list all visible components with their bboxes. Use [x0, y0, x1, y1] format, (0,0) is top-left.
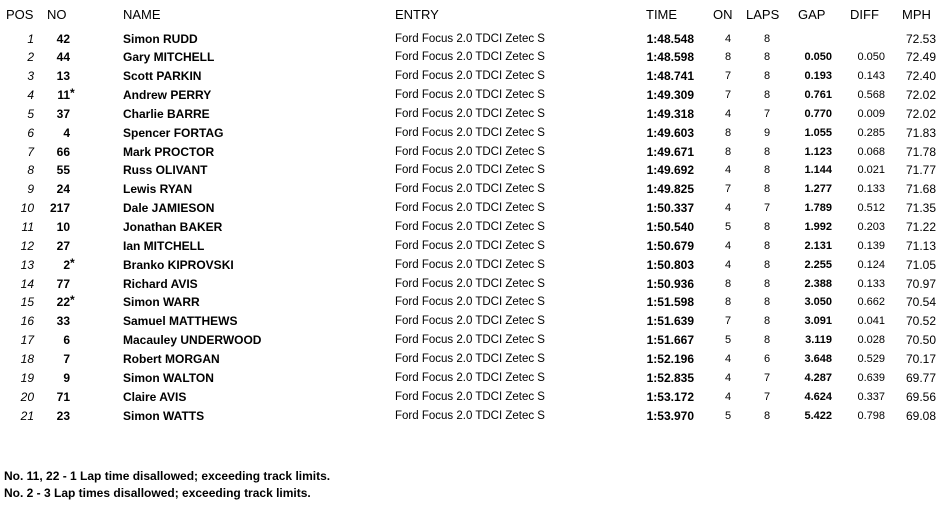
cell-entry: Ford Focus 2.0 TDCI Zetec S — [395, 51, 545, 64]
cell-laps: 8 — [763, 277, 771, 290]
cell-name: Claire AVIS — [123, 389, 187, 404]
cell-mph: 72.49 — [905, 50, 936, 65]
cell-mph: 71.77 — [905, 163, 936, 178]
cell-name: Simon WALTON — [123, 370, 214, 385]
cell-on: 7 — [724, 315, 732, 328]
cell-diff: 0.337 — [857, 390, 885, 403]
cell-mph: 71.13 — [905, 238, 936, 253]
cell-gap: 4.287 — [804, 371, 832, 384]
cell-entry: Ford Focus 2.0 TDCI Zetec S — [395, 390, 545, 403]
cell-time: 1:48.741 — [646, 69, 694, 84]
cell-mph: 69.56 — [905, 389, 936, 404]
cell-star: * — [70, 86, 75, 101]
cell-entry: Ford Focus 2.0 TDCI Zetec S — [395, 371, 545, 384]
header-no: NO — [47, 7, 67, 22]
cell-diff: 0.068 — [857, 145, 885, 158]
cell-name: Simon WARR — [123, 295, 200, 310]
cell-pos: 6 — [27, 125, 34, 140]
cell-time: 1:49.318 — [646, 106, 694, 121]
cell-diff: 0.133 — [857, 277, 885, 290]
cell-pos: 20 — [20, 389, 34, 404]
cell-entry: Ford Focus 2.0 TDCI Zetec S — [395, 221, 545, 233]
cell-time: 1:53.172 — [646, 389, 694, 404]
cell-time: 1:49.603 — [646, 125, 694, 140]
table-row — [0, 256, 942, 275]
cell-no: 23 — [56, 408, 70, 423]
cell-name: Robert MORGAN — [123, 351, 220, 366]
cell-diff: 0.798 — [857, 409, 885, 422]
cell-no: 27 — [56, 238, 70, 253]
cell-diff: 0.203 — [857, 221, 885, 233]
cell-time: 1:50.803 — [646, 257, 694, 272]
cell-laps: 8 — [763, 221, 771, 233]
cell-name: Ian MITCHELL — [123, 238, 205, 253]
cell-no: 33 — [56, 314, 70, 329]
cell-pos: 15 — [20, 295, 34, 310]
cell-name: Scott PARKIN — [123, 69, 202, 84]
cell-gap: 3.091 — [804, 315, 832, 328]
cell-gap: 3.119 — [805, 334, 832, 347]
cell-diff: 0.662 — [857, 296, 885, 309]
cell-time: 1:49.825 — [646, 182, 694, 197]
cell-laps: 7 — [763, 107, 771, 120]
cell-name: Mark PROCTOR — [123, 144, 215, 159]
cell-mph: 72.02 — [905, 88, 936, 103]
cell-no: 24 — [56, 182, 70, 197]
cell-time: 1:50.936 — [646, 276, 694, 291]
cell-entry: Ford Focus 2.0 TDCI Zetec S — [395, 70, 545, 83]
cell-no: 13 — [56, 69, 70, 84]
cell-pos: 14 — [20, 276, 34, 291]
cell-name: Charlie BARRE — [123, 106, 210, 121]
table-row — [0, 350, 942, 369]
cell-gap: 1.277 — [804, 183, 832, 196]
cell-time: 1:51.639 — [646, 314, 694, 329]
cell-on: 4 — [724, 107, 732, 120]
cell-on: 4 — [724, 239, 732, 252]
cell-mph: 71.68 — [905, 182, 936, 197]
cell-laps: 8 — [763, 239, 771, 252]
cell-no: 7 — [63, 351, 70, 366]
cell-pos: 9 — [27, 182, 34, 197]
cell-gap: 4.624 — [804, 390, 832, 403]
cell-pos: 8 — [27, 163, 34, 178]
cell-on: 4 — [724, 390, 732, 403]
header-name: NAME — [123, 7, 161, 22]
cell-no: 66 — [56, 144, 70, 159]
cell-mph: 69.08 — [905, 408, 936, 423]
header-time: TIME — [646, 7, 678, 22]
cell-gap: 3.050 — [804, 296, 832, 309]
cell-diff: 0.512 — [857, 202, 885, 215]
cell-on: 8 — [724, 126, 732, 139]
cell-pos: 11 — [21, 220, 34, 234]
table-row — [0, 407, 942, 426]
cell-name: Dale JAMIESON — [123, 201, 215, 216]
cell-gap: 0.050 — [804, 51, 832, 64]
cell-no: 11 — [57, 88, 70, 103]
cell-gap: 1.992 — [804, 221, 832, 233]
cell-on: 4 — [724, 202, 732, 215]
table-row — [0, 86, 942, 105]
cell-diff: 0.529 — [857, 352, 885, 365]
cell-diff: 0.285 — [857, 126, 885, 139]
cell-entry: Ford Focus 2.0 TDCI Zetec S — [395, 315, 545, 328]
cell-entry: Ford Focus 2.0 TDCI Zetec S — [395, 164, 545, 177]
cell-entry: Ford Focus 2.0 TDCI Zetec S — [395, 89, 545, 102]
header-on: ON — [713, 7, 733, 22]
cell-on: 8 — [724, 51, 732, 64]
cell-entry: Ford Focus 2.0 TDCI Zetec S — [395, 145, 545, 158]
cell-on: 4 — [724, 352, 732, 365]
cell-laps: 7 — [763, 371, 771, 384]
cell-pos: 3 — [27, 69, 34, 84]
cell-no: 55 — [56, 163, 70, 178]
cell-laps: 8 — [763, 89, 771, 102]
cell-gap: 0.761 — [804, 89, 832, 102]
cell-entry: Ford Focus 2.0 TDCI Zetec S — [395, 202, 545, 215]
cell-pos: 17 — [20, 333, 34, 348]
cell-mph: 72.40 — [905, 69, 936, 84]
table-row — [0, 275, 942, 294]
cell-entry: Ford Focus 2.0 TDCI Zetec S — [395, 239, 545, 252]
table-row — [0, 331, 942, 350]
cell-laps: 8 — [763, 334, 771, 347]
cell-on: 7 — [724, 183, 732, 196]
cell-no: 77 — [56, 276, 70, 291]
header-entry: ENTRY — [395, 7, 439, 22]
table-row — [0, 369, 942, 388]
cell-laps: 7 — [763, 390, 771, 403]
cell-mph: 72.53 — [905, 31, 936, 46]
cell-laps: 9 — [763, 126, 771, 139]
cell-entry: Ford Focus 2.0 TDCI Zetec S — [395, 183, 545, 196]
cell-entry: Ford Focus 2.0 TDCI Zetec S — [395, 32, 545, 45]
cell-on: 7 — [724, 89, 732, 102]
cell-entry: Ford Focus 2.0 TDCI Zetec S — [395, 409, 545, 422]
cell-laps: 8 — [763, 164, 771, 177]
cell-name: Simon WATTS — [123, 408, 205, 423]
cell-no: 22 — [56, 295, 70, 310]
cell-time: 1:51.667 — [646, 333, 694, 348]
table-row — [0, 105, 942, 124]
cell-star: * — [70, 293, 75, 308]
cell-laps: 8 — [763, 145, 771, 158]
cell-laps: 8 — [763, 409, 771, 422]
cell-time: 1:48.598 — [646, 50, 694, 65]
cell-diff: 0.139 — [857, 239, 885, 252]
cell-pos: 2 — [27, 50, 34, 65]
cell-no: 42 — [56, 31, 70, 46]
table-row — [0, 30, 942, 49]
table-row — [0, 312, 942, 331]
cell-mph: 70.52 — [905, 314, 936, 329]
table-row — [0, 161, 942, 180]
cell-gap: 0.770 — [804, 107, 832, 120]
cell-mph: 70.54 — [905, 295, 936, 310]
cell-name: Lewis RYAN — [123, 182, 193, 197]
cell-diff: 0.639 — [857, 371, 885, 384]
cell-name: Andrew PERRY — [123, 88, 212, 103]
cell-gap: 2.388 — [804, 277, 832, 290]
cell-gap: 2.131 — [804, 239, 832, 252]
cell-time: 1:51.598 — [646, 295, 694, 310]
table-row — [0, 143, 942, 162]
cell-on: 5 — [724, 409, 732, 422]
cell-no: 2 — [63, 257, 70, 272]
cell-laps: 8 — [763, 258, 771, 271]
cell-entry: Ford Focus 2.0 TDCI Zetec S — [395, 352, 545, 365]
cell-time: 1:49.309 — [646, 88, 694, 103]
cell-mph: 70.97 — [905, 276, 936, 291]
cell-diff: 0.143 — [857, 70, 885, 83]
cell-diff: 0.009 — [857, 107, 885, 120]
cell-mph: 71.35 — [905, 201, 936, 216]
cell-laps: 8 — [763, 183, 771, 196]
cell-time: 1:50.337 — [646, 201, 694, 216]
cell-mph: 71.05 — [905, 257, 936, 272]
cell-gap: 0.193 — [804, 70, 832, 83]
header-pos: POS — [6, 7, 34, 22]
cell-name: Richard AVIS — [123, 276, 198, 291]
cell-mph: 69.77 — [905, 370, 936, 385]
cell-time: 1:53.970 — [646, 408, 694, 423]
cell-diff: 0.041 — [857, 315, 885, 328]
cell-laps: 8 — [763, 51, 771, 64]
cell-entry: Ford Focus 2.0 TDCI Zetec S — [395, 296, 545, 309]
cell-diff: 0.050 — [857, 51, 885, 64]
cell-on: 4 — [724, 371, 732, 384]
table-row — [0, 293, 942, 312]
cell-time: 1:52.835 — [646, 370, 694, 385]
cell-mph: 71.78 — [905, 144, 936, 159]
cell-pos: 5 — [27, 106, 34, 121]
cell-name: Spencer FORTAG — [123, 125, 224, 140]
table-row — [0, 388, 942, 407]
cell-diff: 0.021 — [857, 164, 885, 177]
cell-on: 4 — [724, 164, 732, 177]
cell-pos: 19 — [20, 370, 34, 385]
cell-pos: 16 — [20, 314, 34, 329]
cell-diff: 0.568 — [857, 89, 885, 102]
cell-gap: 3.648 — [804, 352, 832, 365]
cell-on: 8 — [724, 277, 732, 290]
cell-diff: 0.133 — [857, 183, 885, 196]
cell-time: 1:50.540 — [646, 220, 694, 234]
cell-entry: Ford Focus 2.0 TDCI Zetec S — [395, 277, 545, 290]
cell-gap: 2.255 — [804, 258, 832, 271]
cell-mph: 71.83 — [905, 125, 936, 140]
cell-name: Macauley UNDERWOOD — [123, 333, 262, 348]
cell-no: 4 — [63, 125, 70, 140]
table-row — [0, 218, 942, 237]
cell-name: Samuel MATTHEWS — [123, 314, 238, 329]
table-row — [0, 124, 942, 143]
cell-pos: 10 — [20, 201, 34, 216]
cell-gap: 1.144 — [804, 164, 832, 177]
header-gap: GAP — [798, 7, 826, 22]
cell-star: * — [70, 255, 75, 270]
cell-pos: 21 — [20, 408, 34, 423]
table-row — [0, 199, 942, 218]
cell-time: 1:49.692 — [646, 163, 694, 178]
cell-pos: 18 — [20, 351, 34, 366]
cell-laps: 8 — [763, 70, 771, 83]
cell-mph: 72.02 — [905, 106, 936, 121]
cell-gap: 1.123 — [804, 145, 832, 158]
cell-laps: 6 — [763, 352, 771, 365]
cell-on: 8 — [724, 296, 732, 309]
cell-on: 8 — [724, 145, 732, 158]
cell-diff: 0.028 — [857, 334, 885, 347]
footnote-1: No. 11, 22 - 1 Lap time disallowed; exceeding track limits. — [4, 469, 331, 483]
cell-gap: 1.055 — [804, 126, 832, 139]
cell-mph: 71.22 — [905, 220, 936, 234]
cell-name: Russ OLIVANT — [123, 163, 208, 178]
cell-pos: 4 — [27, 88, 34, 103]
cell-no: 44 — [56, 50, 70, 65]
cell-no: 9 — [63, 370, 70, 385]
cell-gap: 1.789 — [804, 202, 832, 215]
table-row — [0, 48, 942, 67]
cell-no: 10 — [56, 220, 70, 234]
cell-pos: 7 — [27, 144, 34, 159]
cell-entry: Ford Focus 2.0 TDCI Zetec S — [395, 258, 545, 271]
cell-entry: Ford Focus 2.0 TDCI Zetec S — [395, 126, 545, 139]
cell-pos: 12 — [20, 238, 34, 253]
cell-pos: 1 — [27, 31, 34, 46]
cell-entry: Ford Focus 2.0 TDCI Zetec S — [395, 334, 545, 347]
cell-mph: 70.17 — [905, 351, 936, 366]
cell-name: Branko KIPROVSKI — [123, 257, 234, 272]
cell-on: 5 — [724, 334, 732, 347]
cell-on: 7 — [724, 70, 732, 83]
cell-on: 4 — [724, 32, 732, 45]
cell-diff: 0.124 — [857, 258, 885, 271]
table-row — [0, 180, 942, 199]
cell-name: Jonathan BAKER — [123, 220, 223, 234]
cell-laps: 8 — [763, 296, 771, 309]
header-diff: DIFF — [850, 7, 879, 22]
cell-time: 1:50.679 — [646, 238, 694, 253]
cell-laps: 8 — [763, 32, 771, 45]
cell-entry: Ford Focus 2.0 TDCI Zetec S — [395, 107, 545, 120]
cell-no: 6 — [63, 333, 70, 348]
cell-on: 5 — [724, 221, 732, 233]
cell-time: 1:52.196 — [646, 351, 694, 366]
cell-mph: 70.50 — [905, 333, 936, 348]
table-row — [0, 237, 942, 256]
table-row — [0, 67, 942, 86]
cell-no: 217 — [49, 201, 70, 216]
cell-laps: 7 — [763, 202, 771, 215]
cell-time: 1:48.548 — [646, 31, 694, 46]
cell-laps: 8 — [763, 315, 771, 328]
cell-gap: 5.422 — [804, 409, 832, 422]
footnote-2: No. 2 - 3 Lap times disallowed; exceeding track limits. — [4, 486, 311, 500]
cell-no: 37 — [56, 106, 70, 121]
cell-pos: 13 — [20, 257, 34, 272]
cell-time: 1:49.671 — [646, 144, 694, 159]
cell-name: Simon RUDD — [123, 31, 198, 46]
cell-no: 71 — [56, 389, 70, 404]
cell-name: Gary MITCHELL — [123, 50, 215, 65]
cell-on: 4 — [724, 258, 732, 271]
header-mph: MPH — [902, 7, 931, 22]
header-laps: LAPS — [746, 7, 780, 22]
